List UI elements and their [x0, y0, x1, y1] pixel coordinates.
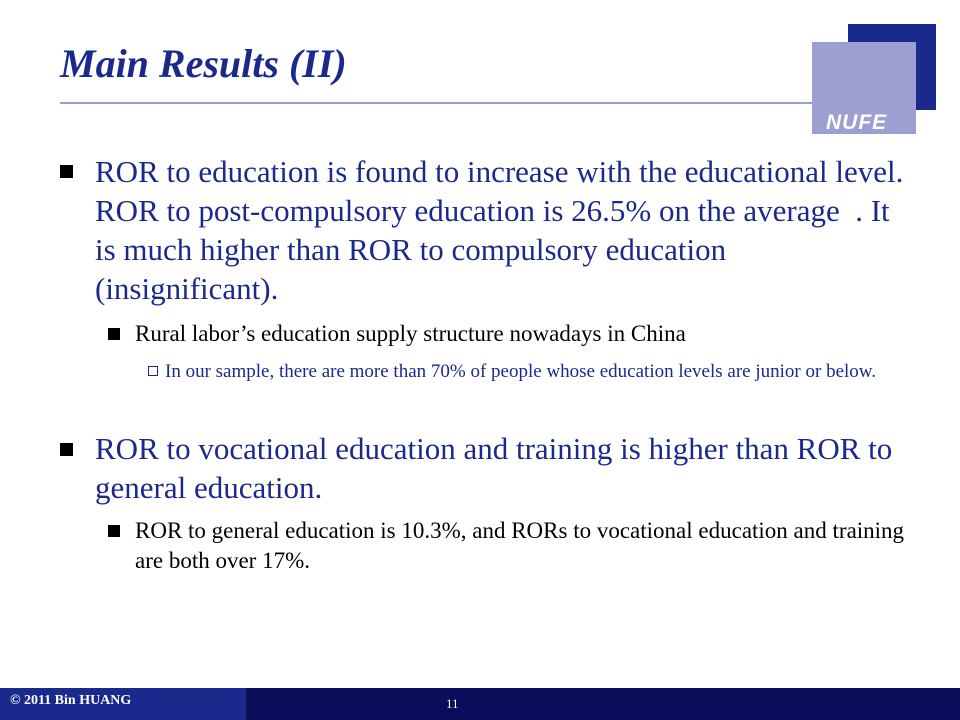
bullet-1-subsub-text: In our sample, there are more than 70% of people whose education levels are junior or below.: [165, 361, 877, 382]
sub-bullet-square-icon: [108, 525, 120, 537]
bullet-1-sub-text: Rural labor’s education supply structure nowadays in China: [135, 321, 686, 346]
slide-title: Main Results (II): [60, 41, 347, 86]
bullet-square-icon: [60, 165, 73, 178]
bullet-square-icon: [60, 443, 73, 456]
sub-bullet-square-icon: [108, 328, 120, 340]
bullet-2-text: ROR to vocational education and training is higher than ROR to general education.: [95, 431, 893, 505]
bullet-2-sub-text: ROR to general education is 10.3%, and RORs to vocational education and training are both over 17%.: [135, 518, 905, 573]
hollow-square-bullet-icon: [148, 366, 158, 376]
page-number: 11: [446, 696, 459, 711]
footer-copyright: © 2011 Bin HUANG: [10, 693, 132, 708]
logo-text: NUFE: [826, 111, 888, 134]
bullet-1-text: ROR to education is found to increase with the educational level. ROR to post-compulsory education is 26.5% on the average . It is much higher than ROR to compulsory education (insignificant).: [95, 154, 904, 306]
title-rule: [60, 102, 816, 104]
